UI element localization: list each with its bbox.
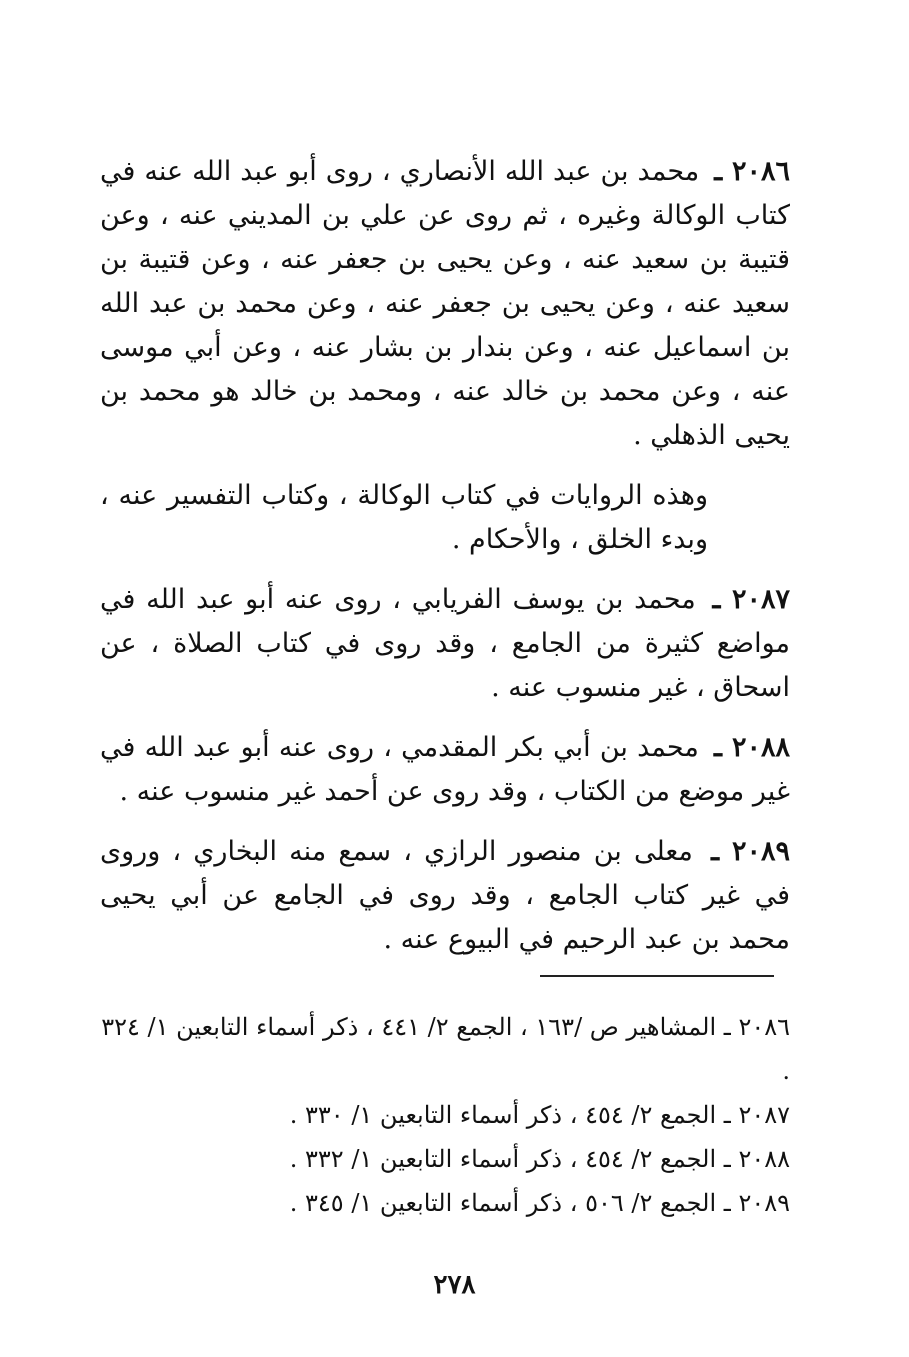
page-number: ٢٧٨	[433, 1270, 476, 1300]
main-text	[100, 150, 790, 978]
footnote-2087: ٢٠٨٧ ـ الجمع ٢/ ٤٥٤ ، ذكر أسماء التابعين ١/ ٣٣٠ .	[289, 1101, 790, 1129]
entry-2088	[100, 726, 790, 814]
footnote-2088: ٢٠٨٨ ـ الجمع ٢/ ٤٥٤ ، ذكر أسماء التابعين ١/ ٣٣٢ .	[289, 1145, 790, 1173]
footnote-divider	[540, 975, 774, 977]
entry-number: ٢٠٨٨ ـ	[714, 732, 790, 763]
footnotes	[100, 1005, 790, 1225]
entry-number: ٢٠٨٩ ـ	[711, 836, 790, 867]
footnote-2089: ٢٠٨٩ ـ الجمع ٢/ ٥٠٦ ، ذكر أسماء التابعين ١/ ٣٤٥ .	[289, 1189, 790, 1217]
entry-text: محمد بن أبي بكر المقدمي ، روى عنه أبو عبد الله في غير موضع من الكتاب ، وقد روى عن أحمد غير منسوب عنه .	[100, 732, 790, 807]
entry-2086-continuation: وهذه الروايات في كتاب الوكالة ، وكتاب التفسير عنه ، وبدء الخلق ، والأحكام .	[100, 480, 708, 555]
entry-2087	[100, 578, 790, 710]
entry-text: محمد بن يوسف الفريابي ، روى عنه أبو عبد الله في مواضع كثيرة من الجامع ، وقد روى في كتاب الصلاة ، عن اسحاق ، غير منسوب عنه .	[100, 584, 790, 703]
entry-number: ٢٠٨٦ ـ	[714, 156, 790, 187]
entry-text: محمد بن عبد الله الأنصاري ، روى أبو عبد الله عنه في كتاب الوكالة وغيره ، ثم روى عن علي بن المديني عنه ، وعن قتيبة بن سعيد عنه ، وعن يحيى بن جعفر عنه ، وعن قتيبة بن سعيد عنه ، وعن يحيى بن جعفر عنه ، وعن محمد بن عبد الله بن اسماعيل عنه ، وعن بندار بن بشار عنه ، وعن أبي موسى عنه ، وعن محمد بن خالد عنه ، ومحمد بن خالد هو محمد بن يحيى الذهلي .	[100, 156, 790, 451]
entry-number: ٢٠٨٧ ـ	[712, 584, 790, 615]
entry-2089	[100, 830, 790, 962]
entry-text: معلى بن منصور الرازي ، سمع منه البخاري ، وروى في غير كتاب الجامع ، وقد روى في الجامع عن أبي يحيى محمد بن عبد الرحيم في البيوع عنه .	[100, 836, 790, 955]
entry-2086	[100, 150, 790, 458]
footnote-2086: ٢٠٨٦ ـ المشاهير ص /١٦٣ ، الجمع ٢/ ٤٤١ ، ذكر أسماء التابعين ١/ ٣٢٤ .	[101, 1013, 790, 1085]
